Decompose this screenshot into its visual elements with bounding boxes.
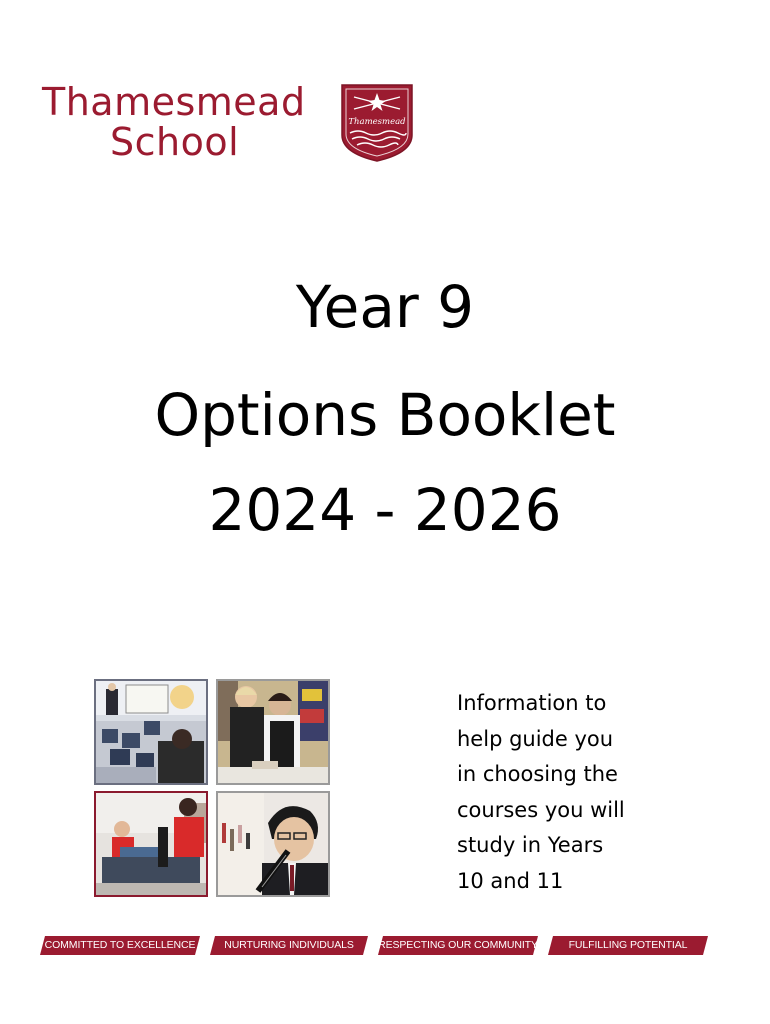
value-label: NURTURING INDIVIDUALS [224,939,354,951]
info-line: 10 and 11 [457,868,564,893]
value-banner-fulfilling [548,936,708,955]
title-line-years: 2024 - 2026 [208,476,562,544]
classroom-computers-photo [94,679,208,785]
school-name-line1: Thamesmead [42,80,306,124]
school-name [42,82,322,162]
info-line: study in Years [457,833,604,857]
info-line: Information to [457,691,607,715]
info-line: courses you will [457,797,625,822]
title-line-booklet: Options Booklet [154,381,616,449]
value-label: COMMITTED TO EXCELLENCE [44,939,196,951]
svg-text:Thamesmead: Thamesmead [348,117,406,127]
info-text [457,686,677,899]
value-banner-respecting [378,936,538,955]
food-technology-photo [216,679,330,785]
info-line: help guide you [457,726,614,751]
school-name-line2: School [110,120,240,164]
sports-gym-photo [94,791,208,897]
value-banner-nurturing [210,936,368,955]
value-label: RESPECTING OUR COMMUNITY [378,939,538,951]
title-line-year: Year 9 [295,273,475,341]
value-label: FULFILLING POTENTIAL [568,939,688,951]
school-crest-icon [340,83,414,163]
value-banner-excellence [40,936,200,955]
music-clarinet-photo [216,791,330,897]
info-line: in choosing the [457,762,618,786]
